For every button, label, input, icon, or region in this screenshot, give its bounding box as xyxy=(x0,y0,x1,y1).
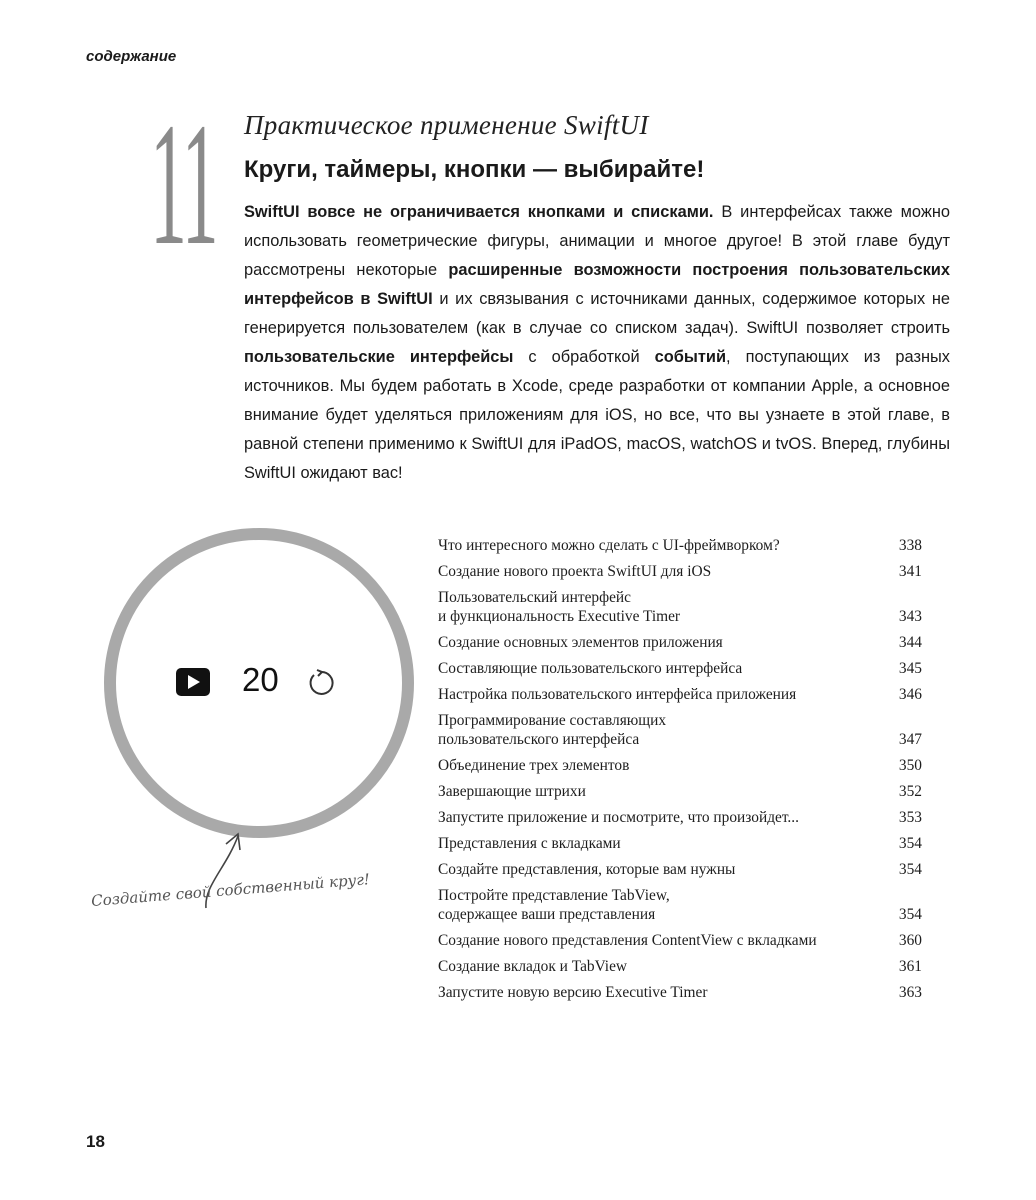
chapter-title: Круги, таймеры, кнопки — выбирайте! xyxy=(244,156,705,183)
toc-entry[interactable] xyxy=(438,536,922,555)
chapter-number-text: 11 xyxy=(150,110,217,260)
intro-text-6: с обработкой xyxy=(513,348,655,366)
toc-entry-title: Создание нового проекта SwiftUI для iOS xyxy=(438,563,712,580)
toc-entry-page: 345 xyxy=(898,660,922,677)
toc-entry[interactable] xyxy=(438,588,922,626)
table-of-contents xyxy=(438,536,922,1009)
intro-text-8: , поступающих из разных источников. Мы будем работать в Xcode, среде разработки от компании Apple, а основное внимание будет уделяться приложениям для iOS, но все, что вы узнаете в этой главе, в равной степени применимо к SwiftUI для iPadOS, macOS, watchOS и tvOS. Вперед, глубины SwiftUI ожидают вас! xyxy=(244,348,951,482)
toc-entry-page: 343 xyxy=(898,608,922,625)
toc-entry-title: Что интересного можно сделать с UI-фреймворком? xyxy=(438,537,780,554)
toc-entry-page: 346 xyxy=(898,686,922,703)
toc-entry-title: Создание вкладок и TabView xyxy=(438,958,628,975)
toc-entry-page: 354 xyxy=(898,861,922,878)
chapter-intro xyxy=(244,198,950,488)
toc-entry[interactable] xyxy=(438,633,922,652)
figure-caption: Создайте свой собственный круг! xyxy=(90,870,371,910)
toc-entry[interactable] xyxy=(438,685,922,704)
toc-entry[interactable] xyxy=(438,957,922,976)
intro-bold-7: событий xyxy=(654,348,727,366)
toc-entry-title: Составляющие пользовательского интерфейса xyxy=(438,660,743,677)
toc-entry-page: 352 xyxy=(898,783,922,800)
toc-entry-title: Создание основных элементов приложения xyxy=(438,634,723,651)
toc-entry[interactable] xyxy=(438,659,922,678)
toc-entry-page: 354 xyxy=(898,906,922,923)
toc-entry-page: 347 xyxy=(898,731,922,748)
toc-entry[interactable] xyxy=(438,711,922,749)
toc-entry[interactable] xyxy=(438,860,922,879)
chapter-number xyxy=(150,110,230,260)
intro-bold-1: SwiftUI вовсе не ограничивается кнопками и списками. xyxy=(244,203,714,221)
toc-entry[interactable] xyxy=(438,983,922,1002)
toc-entry-title: Настройка пользовательского интерфейса приложения xyxy=(438,686,797,703)
toc-entry-page: 360 xyxy=(898,932,922,949)
play-icon xyxy=(176,668,210,696)
toc-entry-title: Создание нового представления ContentView с вкладками xyxy=(438,932,817,949)
reset-icon xyxy=(306,668,336,698)
toc-entry-page: 353 xyxy=(898,809,922,826)
intro-bold-5: пользовательские интерфейсы xyxy=(244,348,514,366)
toc-entry-page: 350 xyxy=(898,757,922,774)
toc-entry-title: Запустите новую версию Executive Timer xyxy=(438,984,708,1001)
running-head: содержание xyxy=(86,48,177,65)
toc-entry-page: 361 xyxy=(898,958,922,975)
toc-entry-title: Программирование составляющих пользовательского интерфейса xyxy=(438,712,667,748)
toc-entry-title: Создайте представления, которые вам нужны xyxy=(438,861,736,878)
intro-text-2: В интерфейсах также можно использовать геометрические фигуры, анимации и многое другое! В этой главе будут рассмотрены некоторые xyxy=(244,203,950,279)
toc-entry-page: 344 xyxy=(898,634,922,651)
toc-entry[interactable] xyxy=(438,834,922,853)
page-number: 18 xyxy=(86,1132,105,1151)
toc-entry[interactable] xyxy=(438,782,922,801)
toc-entry-title: Постройте представление TabView, содержащее ваши представления xyxy=(438,887,670,923)
toc-entry[interactable] xyxy=(438,562,922,581)
toc-entry[interactable] xyxy=(438,756,922,775)
toc-entry-page: 354 xyxy=(898,835,922,852)
timer-value: 20 xyxy=(242,661,279,698)
intro-bold-3: расширенные возможности построения пользовательских интерфейсов в SwiftUI xyxy=(244,261,950,308)
intro-text-4: и их связывания с источниками данных, содержимое которых не генерируется пользователем (как в случае со списком задач). SwiftUI позволяет строить xyxy=(244,290,950,337)
toc-entry-page: 341 xyxy=(898,563,922,580)
toc-entry[interactable] xyxy=(438,808,922,827)
toc-entry[interactable] xyxy=(438,886,922,924)
toc-entry-title: Объединение трех элементов xyxy=(438,757,630,774)
toc-entry-title: Завершающие штрихи xyxy=(438,783,586,800)
toc-entry-title: Пользовательский интерфейс и функциональность Executive Timer xyxy=(438,589,681,625)
timer-circle-figure xyxy=(104,528,414,838)
toc-entry-page: 363 xyxy=(898,984,922,1001)
toc-entry-title: Запустите приложение и посмотрите, что произойдет... xyxy=(438,809,799,826)
chapter-kicker: Практическое применение SwiftUI xyxy=(244,110,649,140)
toc-entry-page: 338 xyxy=(898,537,922,554)
toc-entry[interactable] xyxy=(438,931,922,950)
toc-entry-title: Представления с вкладками xyxy=(438,835,621,852)
